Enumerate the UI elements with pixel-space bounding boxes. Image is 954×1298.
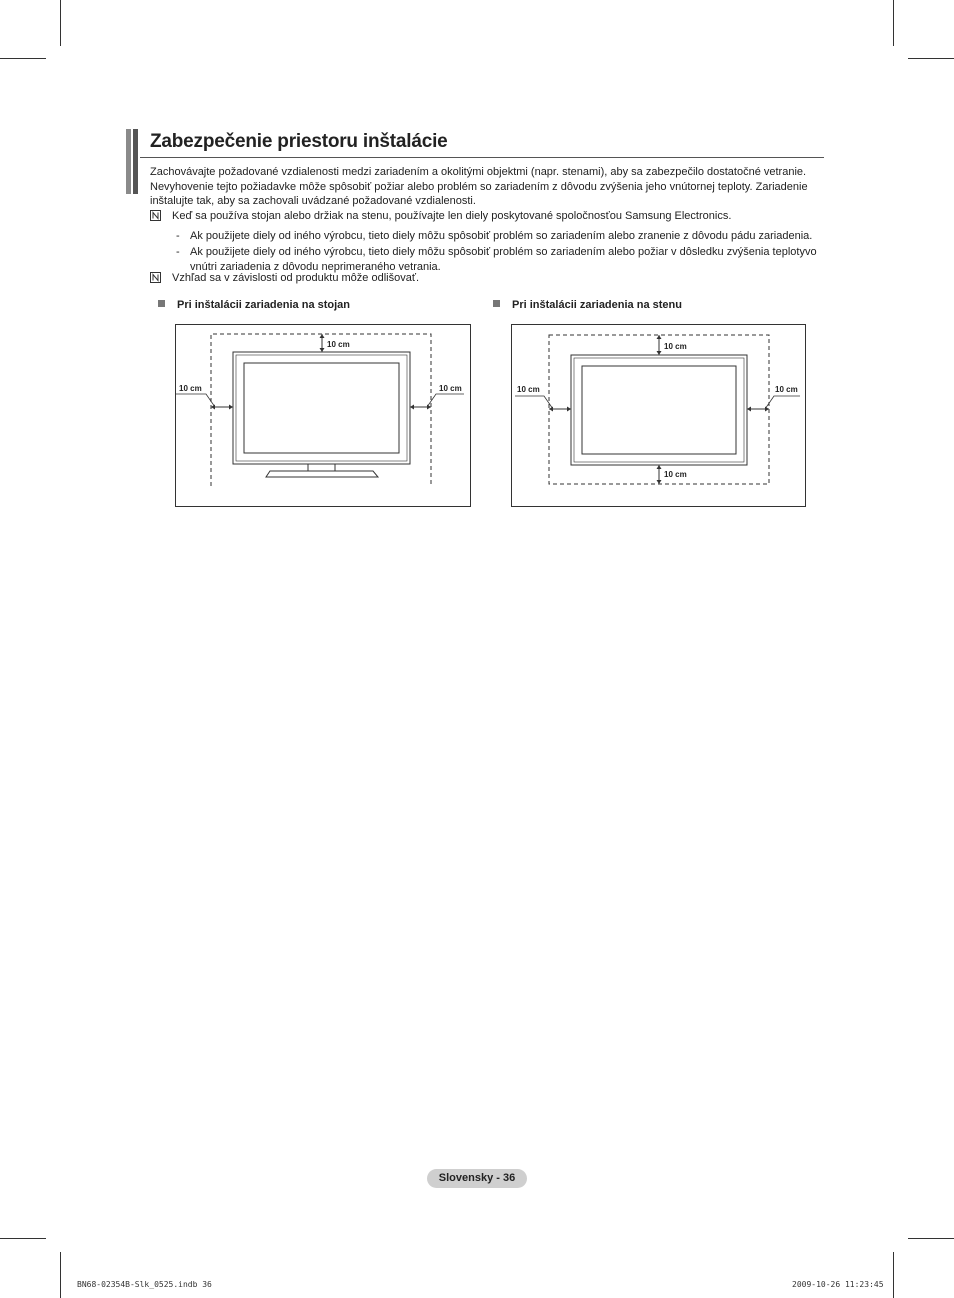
right-clearance-label: 10 cm	[775, 385, 798, 394]
left-clearance-label: 10 cm	[179, 384, 202, 393]
tv-bezel-outer	[233, 352, 410, 464]
heading-accent-bar	[133, 129, 138, 194]
stand-figure-caption	[158, 299, 350, 311]
wall-clearance-diagram	[511, 324, 806, 507]
page-title: Zabezpečenie priestoru inštalácie	[150, 131, 448, 152]
heading-rule	[140, 157, 824, 158]
dash-bullet: -	[176, 246, 180, 258]
intro-paragraph: Zachovávajte požadované vzdialenosti medzi zariadením a okolitými objektmi (napr. stenami), aby sa zabezpečilo dostatočné vetranie. Nevyhovenie tejto požiadavke môže spôsobiť požiar alebo problém so zariadením z dôvodu zvýšenia jeho vnútornej teploty. Zariadenie inštalujte tak, aby sa zachovali uvádzané požadované vzdialenosti.	[150, 166, 808, 207]
crop-mark	[60, 1252, 61, 1298]
list-item-text: Ak použijete diely od iného výrobcu, tieto diely môžu spôsobiť problém so zariadením alebo zranenie z dôvodu pádu zariadenia.	[190, 230, 813, 242]
wall-diagram-svg	[512, 325, 805, 506]
note-icon	[150, 210, 161, 221]
tv-bezel-outer	[571, 355, 747, 465]
dash-bullet: -	[176, 230, 180, 242]
crop-mark	[893, 0, 894, 46]
footer-file-info: BN68-02354B-Slk_0525.indb 36	[77, 1280, 212, 1289]
heading-accent-bar	[126, 129, 131, 194]
note-text: Keď sa používa stojan alebo držiak na stenu, používajte len diely poskytované spoločnosťou Samsung Electronics.	[172, 210, 732, 222]
caption-text: Pri inštalácii zariadenia na stojan	[177, 299, 351, 311]
stand-clearance-diagram	[175, 324, 471, 507]
square-bullet-icon	[158, 300, 165, 307]
left-clearance-label: 10 cm	[517, 385, 540, 394]
page-number-badge: Slovensky - 36	[427, 1169, 527, 1188]
caption-text: Pri inštalácii zariadenia na stenu	[512, 299, 682, 311]
list-item-text: Ak použijete diely od iného výrobcu, tieto diely môžu spôsobiť problém so zariadením alebo požiar v dôsledku zvýšenia teplotyvo vnútri zariadenia z dôvodu neprimeraného vetrania.	[190, 246, 817, 273]
crop-mark	[893, 1252, 894, 1298]
right-clearance-label: 10 cm	[439, 384, 462, 393]
top-clearance-label: 10 cm	[664, 342, 687, 351]
tv-stand-base	[266, 471, 378, 477]
wall-figure-caption	[493, 299, 682, 311]
square-bullet-icon	[493, 300, 500, 307]
bottom-clearance-label: 10 cm	[664, 470, 687, 479]
note-text: Vzhľad sa v závislosti od produktu môže odlišovať.	[172, 272, 420, 284]
top-clearance-label: 10 cm	[327, 340, 350, 349]
crop-mark	[0, 58, 46, 59]
note-icon	[150, 272, 161, 283]
crop-mark	[908, 1238, 954, 1239]
stand-diagram-svg	[176, 325, 470, 506]
crop-mark	[60, 0, 61, 46]
crop-mark	[0, 1238, 46, 1239]
crop-mark	[908, 58, 954, 59]
footer-timestamp: 2009-10-26 11:23:45	[792, 1280, 884, 1289]
